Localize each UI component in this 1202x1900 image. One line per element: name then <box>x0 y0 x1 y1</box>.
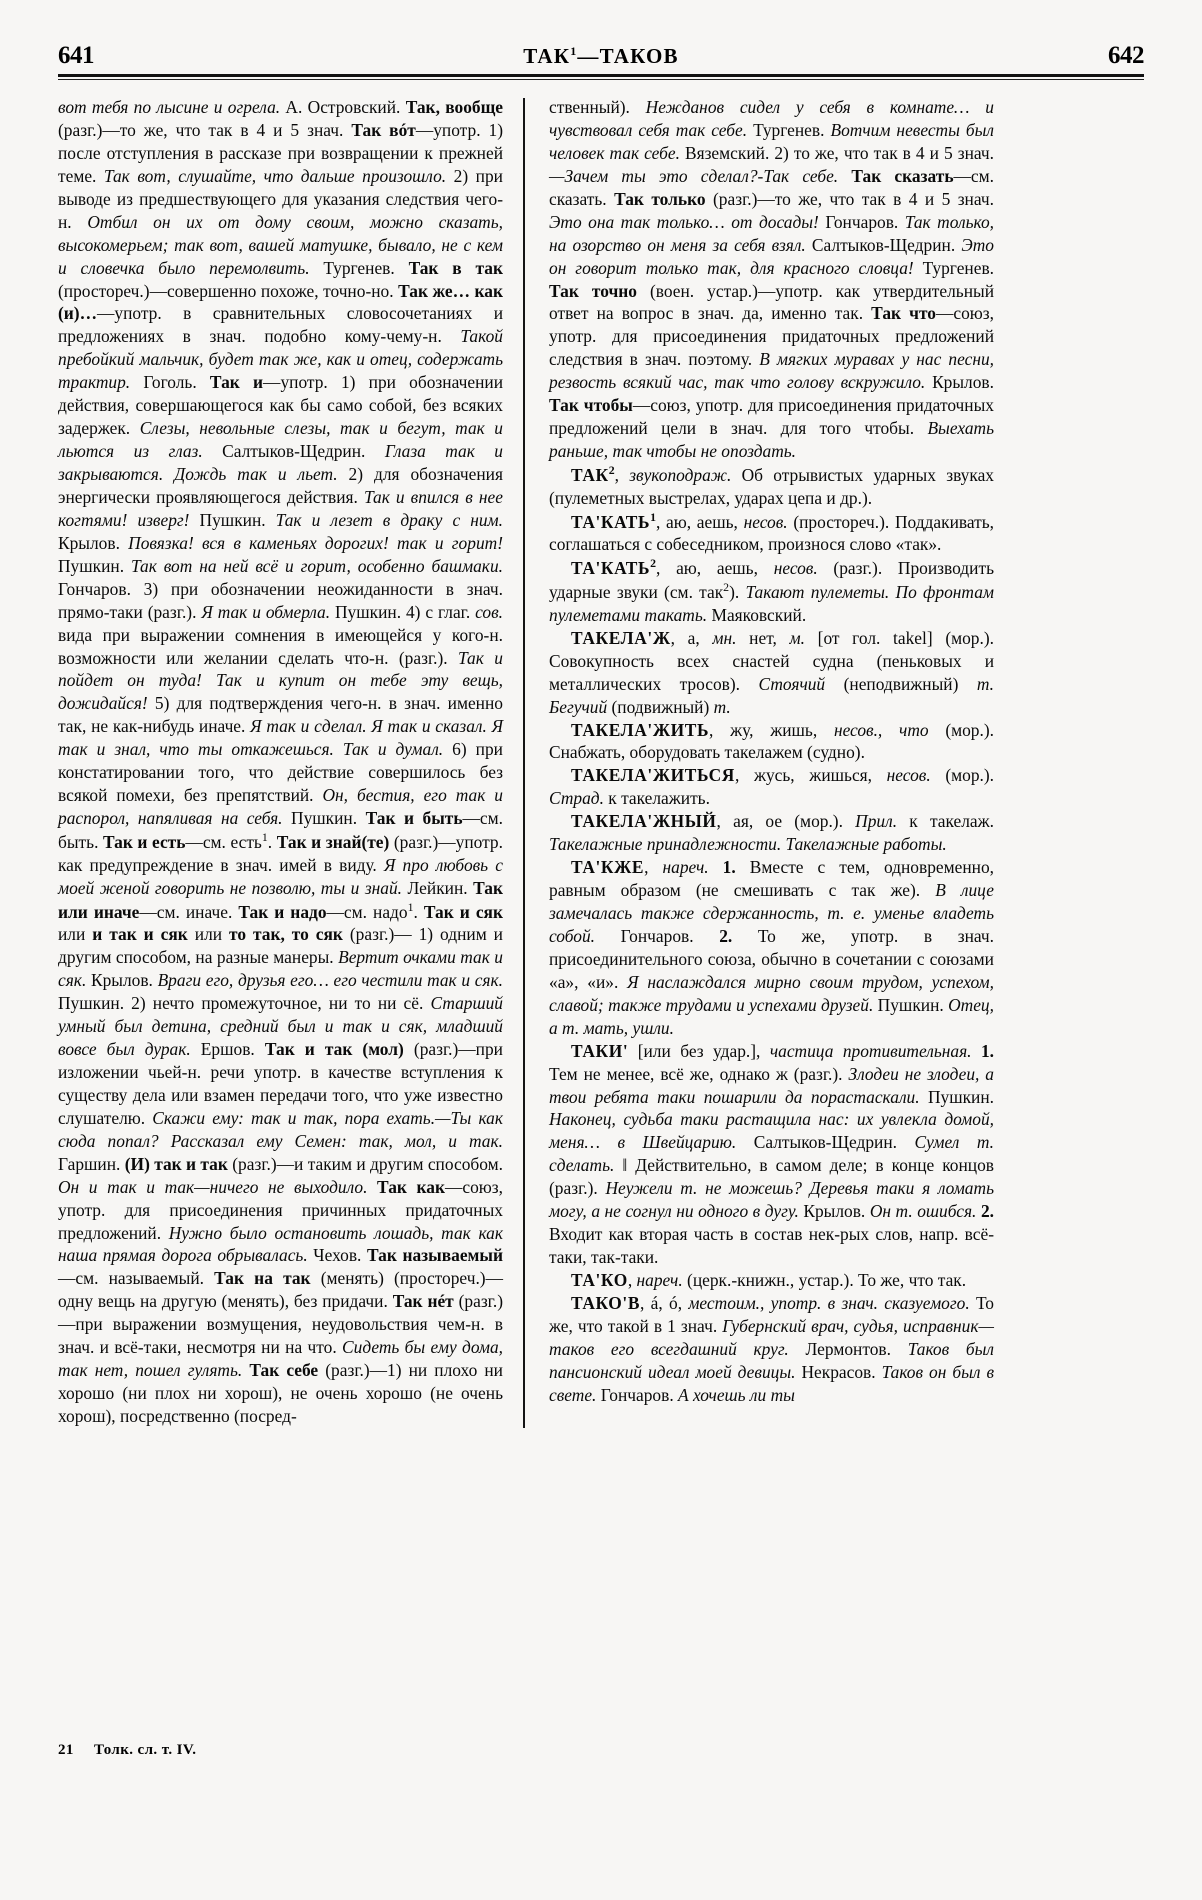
text-run: Пушкин. <box>282 808 366 829</box>
bold-run: Так же… как (и)… <box>58 280 503 324</box>
text-run: Крылов. <box>58 532 129 553</box>
text-run: Маяковский. <box>707 604 807 625</box>
text-run: Крылов. <box>798 1201 870 1222</box>
text-columns <box>58 96 1144 1428</box>
italic-run: А хочешь ли ты <box>678 1384 795 1405</box>
text-run: Чехов. <box>307 1245 367 1266</box>
text-run: (подвижный) <box>607 696 714 717</box>
text-run: , <box>644 857 663 878</box>
text-run: вида при выражении сомнения в имеющейся у кого-н. возможности или желании сделать что-н. (разг.). <box>58 624 503 668</box>
text-run: Гоголь. <box>130 372 210 393</box>
bold-run: Так себе <box>249 1360 319 1381</box>
text-run: , а, <box>670 627 713 648</box>
text-run: (разг.)—при изложении чьей-н. речи употр. в качестве вступления к существу дела или взамен передачи того, что уже известно слушателю. <box>58 1039 503 1128</box>
text-run: , ая, ое (мор.). <box>716 811 856 832</box>
text-run: Гаршин. <box>58 1153 125 1174</box>
text-run: Вместе с тем, одновременно, равным образом (не смешивать с так же). <box>549 857 994 901</box>
italic-run: Губернский врач, судья, исправник—таков его всегдашний круг. <box>549 1315 994 1359</box>
text-run: Лейкин. <box>402 877 474 898</box>
italic-run: —Зачем ты это сделал?-Так себе. <box>549 165 839 186</box>
text-run: Пушкин. <box>919 1086 995 1107</box>
text-run: ‖ Действительно, в самом деле; в конце концов (разг.). <box>549 1155 994 1199</box>
italic-run: несов. <box>743 511 788 532</box>
text-run: . <box>413 901 424 922</box>
italic-run: Прил. <box>855 811 898 832</box>
bold-run: (И) так и так <box>124 1153 228 1174</box>
italic-run: Глаза так и закрываются. Дождь так и льет. <box>58 441 504 484</box>
text-run: (простореч.)—совершенно похоже, точно-но. <box>58 280 399 301</box>
dictionary-entry <box>549 810 994 856</box>
text-run: —употр. 1) при обозначении действия, совершающегося как бы само собой, без всяких задержек. <box>58 372 504 439</box>
text-run <box>972 1041 981 1061</box>
bold-run: Так чтобы <box>549 395 633 416</box>
italic-run: несов. <box>773 558 818 579</box>
italic-run: Я про любовь с моей женой говорить не позволю, ты и знай. <box>58 854 503 898</box>
text-run: Тургенев. <box>913 257 995 278</box>
bold-run: Так и знай(те) <box>276 831 390 852</box>
text-run: 2) для обозначения энергически проявляющегося действия. <box>58 464 503 507</box>
italic-run: мн. <box>712 627 737 648</box>
bold-run: Так только <box>614 188 706 209</box>
headword: ТАКЕЛА'ЖНЫЙ <box>571 811 717 832</box>
text-run: (простореч.). Поддакивать, соглашаться с собеседником, произнося слово «так». <box>549 511 995 555</box>
italic-run: В лице замечалась также сдержанность, т. е. уменье владеть собой. <box>549 880 994 946</box>
headword: ТА'КАТЬ <box>571 511 651 532</box>
page-title-tail: —ТАКОВ <box>577 44 679 68</box>
text-run: (разг.). Производить ударные звуки (см. так <box>549 558 994 602</box>
text-run: —см. иначе. <box>139 901 239 922</box>
text-run: (воен. устар.)—употр. как утвердительный ответ на вопрос в знач. да, именно так. <box>549 280 995 324</box>
text-run: Об отрывистых ударных звуках (пулеметных выстрелах, ударах цепа и др.). <box>549 464 994 508</box>
italic-run: местоим., употр. в знач. сказуемого. <box>688 1292 970 1313</box>
text-run <box>709 857 723 877</box>
italic-run: Наконец, судьба таки растащила нас: их увлекла домой, меня… в Швейцарию. <box>549 1109 994 1153</box>
text-run: Пушкин. <box>873 994 949 1015</box>
text-run: 2) при выводе из предшествующего для указания следствия чего-н. <box>58 165 503 232</box>
text-run: ). <box>729 581 746 602</box>
text-run: (разг.)—употр. как предупреждение в знач. имей в виду. <box>58 831 503 875</box>
italic-run: Повязка! вся в каменьях дорогих! так и горит! <box>128 532 503 553</box>
footer-imprint: Толк. сл. т. IV. <box>93 1742 197 1758</box>
italic-run: т. <box>713 696 731 717</box>
italic-run: нареч. <box>662 857 709 878</box>
bold-run: Так точно <box>549 280 637 301</box>
bold-run: Так в так <box>408 257 503 278</box>
italic-run: Враги его, друзья его… его честили так и сяк. <box>157 970 503 991</box>
bold-run: то так, то сяк <box>229 924 343 945</box>
headword: ТАКЕЛА'ЖИТЬ <box>571 719 710 740</box>
text-run: , á, ó, <box>640 1292 689 1313</box>
bold-run: Так и надо <box>238 901 327 922</box>
bold-run: Так нéт <box>392 1291 454 1312</box>
bold-run: 1. <box>722 857 736 878</box>
text-run: —союз, употр. для присоединения причинных придаточных предложений. <box>58 1176 503 1243</box>
text-run: (разг.)— 1) одним и другим способом, на разные манеры. <box>58 924 503 968</box>
italic-run: Таков он был в свете. <box>549 1361 994 1405</box>
text-run: —см. сказать. <box>549 165 994 209</box>
text-run: [или без удар.], <box>628 1040 770 1061</box>
dictionary-entry <box>549 856 994 1040</box>
bold-run: Так и сяк <box>423 901 503 922</box>
bold-run: Так и <box>209 372 264 393</box>
bold-run: Так называемый <box>366 1245 503 1266</box>
italic-run: Я так и сделал. Я так и сказал. Я так и знал, что ты откажешься. Так и думал. <box>58 716 503 760</box>
text-run: (мор.). <box>930 765 994 786</box>
bold-run: 2. <box>980 1201 994 1222</box>
italic-run: Так только, на озорство он меня за себя взял. <box>549 211 994 255</box>
text-run: Тургенев. <box>747 119 831 140</box>
text-run: А. Островский. <box>280 97 406 117</box>
italic-run: Таков был пансионский идеал моей девицы. <box>549 1338 994 1382</box>
text-run: , жусь, жишься, <box>734 765 887 786</box>
italic-run: Злодеи не злодеи, а твои ребята таки пошарили да порастаскали. <box>549 1063 994 1107</box>
italic-run: м. <box>789 627 805 648</box>
text-run: к такелажить. <box>603 788 710 809</box>
text-run: (разг.)—то же, что так в 4 и 5 знач. <box>705 188 994 209</box>
italic-run: Отбил он их от дому своим, можно сказать, высокомерьем; так вот, вашей матушке, бывало, не с кем и словечка было перемолвить. <box>58 211 503 278</box>
italic-run: несов. <box>886 765 931 786</box>
text-run: , аю, аешь, <box>655 558 774 579</box>
text-run: , аю, аешь, <box>655 511 744 532</box>
text-run: —союз, употр. для присоединения придаточных предложений цели в знач. для того чтобы. <box>549 395 994 439</box>
italic-run: Так вот, слушайте, что дальше произошло. <box>103 165 447 186</box>
italic-run: Он т. ошибся. <box>869 1201 977 1222</box>
text-run: Ершов. <box>190 1039 265 1060</box>
bold-run: 1. <box>980 1040 994 1061</box>
dictionary-entry <box>549 719 994 765</box>
text-run: Лермонтов. <box>788 1338 908 1359</box>
headword: ТА'КАТЬ <box>571 558 651 579</box>
text-run: Гончаров. 3) при обозначении неожиданности в знач. прямо-таки (разг.). <box>58 578 503 622</box>
header-rule <box>58 74 1144 80</box>
headword: ТА'КЖЕ <box>571 857 645 878</box>
text-run: —союз, употр. для присоединения придаточных предложений следствия в знач. поэтому. <box>549 303 995 370</box>
text-run: Тем не менее, всё же, однако ж (разг.). <box>549 1063 849 1084</box>
italic-run: Неужели т. не можешь? Деревья таки я ломать могу, а не согнул ни одного в дугу. <box>549 1178 994 1222</box>
italic-run: В мягких муравах у нас песни, резвость всякий час, так что голову вскружило. <box>549 349 994 393</box>
italic-run: Нежданов сидел у себя в комнате… и чувствовал себя так себе. <box>549 97 994 140</box>
reference-superscript: 2 <box>723 580 730 595</box>
text-run: —употр. 1) после отступления в рассказе при возвращении к прежней теме. <box>58 119 503 186</box>
bold-run: Так вóт <box>351 119 416 140</box>
bold-run: 2. <box>719 925 733 946</box>
text-run: Салтыков-Щедрин. <box>805 234 962 255</box>
text-run: (разг.)—то же, что так в 4 и 5 знач. <box>58 119 352 140</box>
italic-run: сов. <box>475 601 503 622</box>
bold-run: Так сказать <box>851 165 954 186</box>
footer-signature: 21 <box>58 1742 74 1758</box>
reference-superscript: 1 <box>407 899 414 914</box>
reference-superscript: 1 <box>261 830 268 844</box>
italic-run: несов., что <box>833 719 929 740</box>
text-run <box>367 1177 377 1197</box>
text-run: —см. надо <box>326 901 408 922</box>
italic-run: Стоячий <box>758 673 826 694</box>
text-run: Вяземский. 2) то же, что так в 4 и 5 знач. <box>679 142 994 163</box>
italic-run: т. Бегучий <box>549 673 994 717</box>
text-run: Салтыков-Щедрин. <box>736 1132 915 1153</box>
homograph-superscript: 2 <box>608 463 615 477</box>
dictionary-paragraph <box>58 96 503 1428</box>
bold-run: Так или иначе <box>58 877 503 922</box>
folio-left: 641 <box>58 42 94 69</box>
italic-run: Я так и обмерла. <box>201 601 331 622</box>
text-run: (менять) (простореч.)—одну вещь на другую (менять), без придачи. <box>58 1268 503 1312</box>
italic-run: Так и пойдет он туда! Так и купит он тебе эту вещь, дожидайся! <box>58 647 503 714</box>
text-run: (мор.). Снабжать, оборудовать такелажем (судно). <box>549 719 994 763</box>
text-run: Пушкин. <box>189 509 276 530</box>
folio-right: 642 <box>1107 42 1144 69</box>
dictionary-entry <box>549 764 994 810</box>
page-content <box>58 42 1144 1428</box>
text-run: Гончаров. <box>818 211 905 232</box>
page-title-word: ТАК <box>523 44 571 68</box>
headword: ТАКЕЛА'ЖИТЬСЯ <box>571 765 735 786</box>
dictionary-entry <box>549 627 994 719</box>
dictionary-entry <box>549 463 994 510</box>
text-run: . <box>267 831 277 852</box>
headword: ТАКО'В <box>571 1292 641 1313</box>
homograph-superscript: 1 <box>650 509 656 524</box>
text-run: к такелаж. <box>897 811 994 832</box>
text-run: —употр. в сравнительных словосочетаниях и предложениях в знач. подобно кому-чему-н. <box>58 303 503 347</box>
text-run: , <box>627 1270 637 1290</box>
text-run: Пушкин. 4) с глаг. <box>330 601 476 622</box>
text-run: Тургенев. <box>309 257 409 278</box>
italic-run: Я наслаждался мирно своим трудом, успехом, славой; также трудами и успехами друзей. <box>549 971 994 1015</box>
text-run: Крылов. <box>925 372 994 393</box>
bold-run: Так как <box>377 1176 445 1197</box>
italic-run: Сидеть бы ему дома, так нет, пошел гулять. <box>58 1337 503 1381</box>
italic-run: Страд. <box>549 788 604 809</box>
page-title-superscript: 1 <box>570 44 578 58</box>
italic-run: Он, бестия, его так и распорол, напяливая на себя. <box>58 785 503 829</box>
text-run: Крылов. <box>86 970 158 991</box>
headword: ТА'КО <box>571 1270 628 1290</box>
dictionary-entry <box>549 1292 994 1407</box>
italic-run: Он и так и так—ничего не выходило. <box>58 1176 368 1197</box>
italic-run: Нужно было остановить лошадь, так как наша прямая дорога обрывалась. <box>58 1222 503 1266</box>
column-right <box>525 96 994 1428</box>
text-run: Некрасов. <box>795 1361 882 1382</box>
italic-run: нареч. <box>636 1270 683 1290</box>
text-run: [от гол. takel] (мор.). Совокупность всех снастей судна (пеньковых и металлических тросов). <box>549 627 994 694</box>
homograph-superscript: 2 <box>650 556 656 571</box>
page-footer <box>58 1742 196 1759</box>
bold-run: Так на так <box>214 1268 311 1289</box>
text-run: Пушкин. 2) нечто промежуточное, ни то ни сё. <box>58 993 431 1014</box>
dictionary-entry <box>549 556 994 626</box>
text-run: , жу, жишь, <box>709 719 834 740</box>
dictionary-paragraph <box>549 96 994 463</box>
headword: ТАКЕЛА'Ж <box>571 627 671 648</box>
text-run: , <box>614 464 630 485</box>
text-run: или <box>187 924 230 945</box>
italic-run: Скажи ему: так и так, пора ехать.—Ты как сюда попал? Рассказал ему Семен: так, мол, и так. <box>58 1107 503 1151</box>
text-run: (разг.)—1) ни плохо ни хорошо (ни плох ни хорош), не очень хорошо (не очень хорош), посредственно (посред- <box>58 1360 503 1427</box>
text-run: Гончаров. <box>596 1384 679 1405</box>
italic-run: вот тебя по лысине и огрела. <box>58 97 281 117</box>
bold-run: Так, вообще <box>405 97 503 117</box>
italic-run: Это она так только… от досады! <box>549 211 819 232</box>
running-head <box>58 42 1144 70</box>
text-run: —см. называемый. <box>58 1268 215 1289</box>
text-run: (разг.)—и таким и другим способом. <box>227 1153 503 1174</box>
text-run: Пушкин. <box>58 555 131 576</box>
text-run: Салтыков-Щедрин. <box>202 441 385 462</box>
headword: ТАКИ' <box>571 1040 629 1061</box>
italic-run: частица противительная. <box>769 1040 972 1061</box>
italic-run: звукоподраж. <box>629 464 732 485</box>
italic-run: Вертит очками так и сяк. <box>58 947 503 991</box>
column-left <box>58 96 523 1428</box>
italic-run: Так вот на ней всё и горит, особенно башмаки. <box>130 555 503 576</box>
dictionary-entry <box>549 510 994 557</box>
italic-run: Слезы, невольные слезы, так и бегут, так и льются из глаз. <box>58 418 503 462</box>
dictionary-entry <box>549 1040 994 1269</box>
text-run: (неподвижный) <box>825 673 977 694</box>
italic-run: Так и лезет в драку с ним. <box>275 509 503 530</box>
italic-run: Сумел т. сделать. <box>549 1132 994 1176</box>
italic-run: Такой пребойкий мальчик, будет так же, как и отец, содержать трактир. <box>58 326 503 393</box>
dictionary-entry <box>549 1269 994 1292</box>
text-run: 6) при констатировании того, что действие совершилось без всякой помехи, без препятствий. <box>58 739 503 806</box>
bold-run: Так и быть <box>365 808 463 829</box>
italic-run: Отец, а т. мать, ушли. <box>549 994 994 1038</box>
italic-run: Старший умный был детина, средний был и так и сяк, младший вовсе был дурак. <box>58 993 503 1060</box>
text-run: (разг.) —при выражении возмущения, неудовольствия чем-н. в знач. и всё-таки, несмотря ни на что. <box>58 1291 503 1358</box>
italic-run: Выехать раньше, так чтобы не опоздать. <box>549 418 994 462</box>
bold-run: Так и есть <box>102 831 186 852</box>
text-run: То же, употр. в знач. присоединительного союза, обычно в сочетании с союзами «а», «и». <box>549 925 994 992</box>
bold-run: и так и сяк <box>92 924 188 945</box>
bold-run: Так и так (мол) <box>264 1039 404 1060</box>
text-run: ственный). <box>549 97 646 117</box>
italic-run: Это он говорит только так, для красного словца! <box>549 234 994 278</box>
bold-run: Так что <box>871 303 936 324</box>
text-run: нет, <box>736 627 790 648</box>
text-run: —см. есть <box>185 831 262 852</box>
italic-run: Такают пулеметы. По фронтам пулеметами такать. <box>549 581 994 625</box>
italic-run: Так и впился в нее когтями! изверг! <box>58 486 503 530</box>
text-run: —см. быть. <box>58 808 503 852</box>
headword: ТАК <box>571 464 609 485</box>
text-run: Гончаров. <box>595 925 720 946</box>
italic-run: Вотчим невесты был человек так себе. <box>549 119 994 163</box>
text-run: То же, что такой в 1 знач. <box>549 1292 994 1336</box>
text-run: или <box>58 924 93 945</box>
text-run <box>838 166 851 186</box>
text-run: Входит как вторая часть в состав нек-рых слов, напр. всё-таки, так-таки. <box>549 1224 994 1268</box>
text-run: 5) для подтверждения чего-н. в знач. именно так, не как-нибудь иначе. <box>58 693 503 737</box>
text-run: (церк.-книжн., устар.). То же, что так. <box>682 1270 967 1290</box>
page-title <box>523 44 679 69</box>
italic-run: Такелажные принадлежности. Такелажные работы. <box>549 834 947 855</box>
